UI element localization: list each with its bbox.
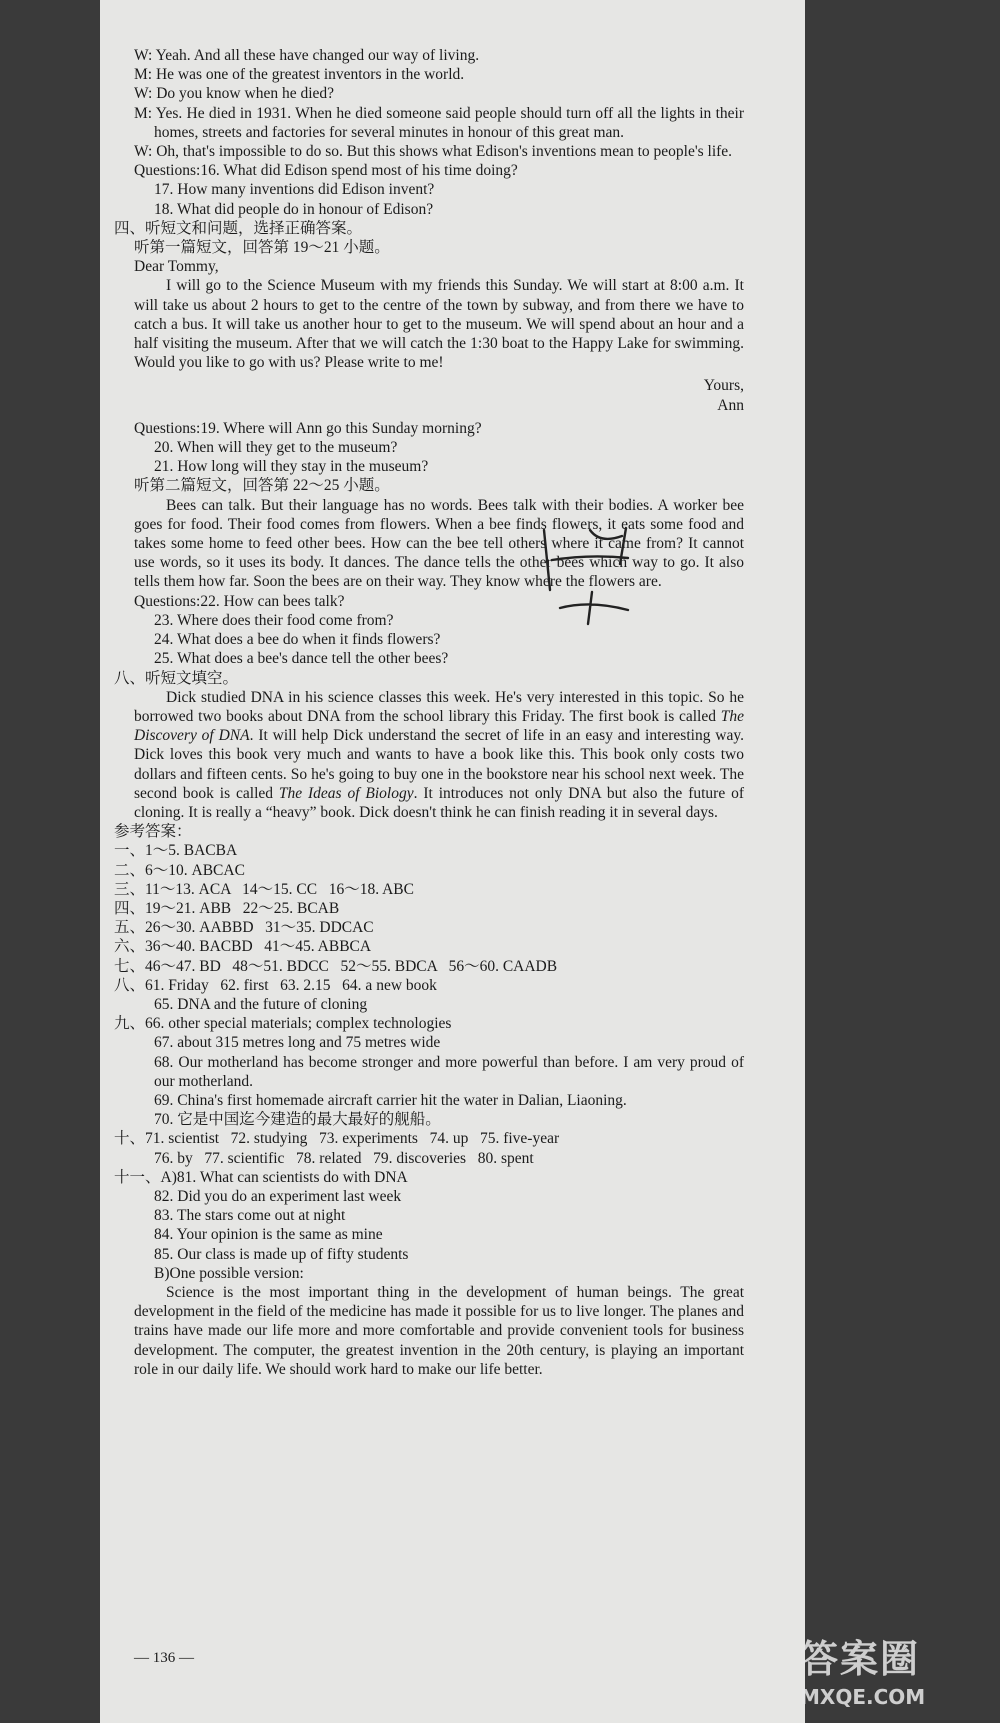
answer-line: 九、66. other special materials; complex technologies <box>114 1015 452 1033</box>
question-25: 25. What does a bee's dance tell the other bees? <box>154 650 449 668</box>
sample-essay: Science is the most important thing in the development of human beings. The great development in the field of the medicine has made it possible for us to live longer. The planes and trains have made our life more and more comfortable and provide convenient tools for business development. The computer, the greatest invention in the 20th century, is playing an important role in our daily life. We should work hard to make our life better. <box>134 1284 744 1378</box>
answer-line: 三、11～13. ACA 14～15. CC 16～18. ABC <box>114 880 414 898</box>
book-title-2: The Ideas of Biology <box>278 784 414 802</box>
site-watermark <box>800 1628 990 1708</box>
question-22: 22. How can bees talk? <box>200 592 345 610</box>
answer-line: 67. about 315 metres long and 75 metres wide <box>154 1034 441 1052</box>
answer-line: 二、6～10. ABCAC <box>114 861 245 879</box>
dialogue-line: M: Yes. He died in 1931. When he died someone said people should turn off all the lights in their homes, streets and factories for several minutes in honour of this great man. <box>134 104 744 141</box>
answer-line: 84. Your opinion is the same as mine <box>154 1226 383 1244</box>
answer-line: 五、26～30. AABBD 31～35. DDCAC <box>114 919 374 937</box>
passage-intro: 听第二篇短文，回答第 22～25 小题。 <box>134 477 390 495</box>
answer-line: 六、36～40. BACBD 41～45. ABBCA <box>114 938 372 956</box>
question-18: 18. What did people do in honour of Edison? <box>154 200 434 218</box>
answer-line: 八、61. Friday 62. first 63. 2.15 64. a new book <box>114 976 437 994</box>
essay-label: B)One possible version: <box>154 1264 304 1282</box>
dick-passage: Dick studied DNA in his science classes this week. He's very interested in this topic. So he borrowed two books about DNA from the school library this Friday. The first book is called The Discovery of DNA. It will help Dick understand the secret of life in an easy and interesting way. Dick loves this book very much and wants to have a book like this. This book only costs two dollars and fifteen cents. So he's going to buy one in the bookstore near his school next week. The second book is called The Ideas of Biology. It introduces not only DNA but also the future of cloning. It is really a “heavy” book. Dick doesn't think he can finish reading it in several days. <box>134 688 744 821</box>
question-line <box>134 419 744 438</box>
letter-greeting: Dear Tommy, <box>134 258 219 276</box>
question-17: 17. How many inventions did Edison invent? <box>154 181 435 199</box>
answers-heading: 参考答案： <box>114 823 192 841</box>
section-heading-4: 四、听短文和问题，选择正确答案。 <box>114 219 363 237</box>
question-16: 16. What did Edison spend most of his time doing? <box>200 162 518 180</box>
page-content <box>114 46 744 1379</box>
dialogue-line: W: Oh, that's impossible to do so. But this shows what Edison's inventions mean to people's life. <box>134 143 733 161</box>
question-20: 20. When will they get to the museum? <box>154 439 398 457</box>
letter-closing: Yours, <box>703 377 744 395</box>
answer-line: 七、46～47. BD 48～51. BDCC 52～55. BDCA 56～60. CAADB <box>114 957 558 975</box>
answer-line: 十、71. scientist 72. studying 73. experiments 74. up 75. five-year <box>114 1130 560 1148</box>
answer-line: 83. The stars come out at night <box>154 1207 346 1225</box>
answer-line: 一、1～5. BACBA <box>114 842 238 860</box>
dialogue-line: M: He was one of the greatest inventors in the world. <box>134 66 465 84</box>
question-19: 19. Where will Ann go this Sunday morning? <box>200 419 482 437</box>
book-title-1: The Discovery of DNA <box>134 707 744 745</box>
passage-intro: 听第一篇短文，回答第 19～21 小题。 <box>134 239 390 257</box>
questions-prefix: Questions: <box>134 162 201 180</box>
letter-body: I will go to the Science Museum with my friends this Sunday. We will start at 8:00 a.m. It will take us about 2 hours to get to the centre of the town by subway, and from there we have to catch a bus. It will take us another hour to get to the museum. We will spend about an hour and a half visiting the museum. After that we will catch the 1:30 boat to the Happy Lake for swimming. Would you like to go with us? Please write to me! <box>134 277 744 372</box>
questions-prefix: Questions: <box>134 592 201 610</box>
question-line <box>134 592 744 611</box>
page-number: — 136 — <box>134 1650 194 1666</box>
handwritten-scribble <box>530 520 640 630</box>
answer-line: 76. by 77. scientific 78. related 79. discoveries 80. spent <box>154 1149 534 1167</box>
answer-line: 65. DNA and the future of cloning <box>154 995 368 1013</box>
section-heading-8: 八、听短文填空。 <box>114 669 239 687</box>
answer-line: 82. Did you do an experiment last week <box>154 1187 402 1205</box>
answer-line: 68. Our motherland has become stronger and more powerful than before. I am very proud of our motherland. <box>154 1053 744 1090</box>
question-21: 21. How long will they stay in the museum? <box>154 458 429 476</box>
questions-prefix: Questions: <box>134 419 201 437</box>
question-24: 24. What does a bee do when it finds flowers? <box>154 631 441 649</box>
watermark-logo: 答案圈 <box>800 1637 921 1681</box>
answer-line: 70. 它是中国迄今建造的最大最好的舰船。 <box>154 1111 441 1129</box>
letter-signature: Ann <box>717 396 744 414</box>
watermark-url: MXQE.COM <box>800 1685 926 1709</box>
dialogue-line: W: Do you know when he died? <box>134 85 335 103</box>
bees-passage: Bees can talk. But their language has no words. Bees talk with their bodies. A worker bee goes for food. Their food comes from flowers. When a bee finds flowers, it eats some food and takes some home to feed other bees. How can the bee tell others where it came from? It cannot use words, so it uses its body. It dances. The dance tells the other bees which way to go. It also tells them how far. Soon the bees are on their way. They know where the flowers are. <box>134 496 744 591</box>
answer-line: 四、19～21. ABB 22～25. BCAB <box>114 899 340 917</box>
question-line <box>134 161 744 180</box>
document-page <box>100 0 805 1723</box>
answer-line: 十一、A)81. What can scientists do with DNA <box>114 1168 408 1186</box>
answer-line: 85. Our class is made up of fifty students <box>154 1245 409 1263</box>
answer-line: 69. China's first homemade aircraft carrier hit the water in Dalian, Liaoning. <box>154 1091 627 1109</box>
question-23: 23. Where does their food come from? <box>154 611 394 629</box>
dialogue-line: W: Yeah. And all these have changed our way of living. <box>134 47 480 64</box>
